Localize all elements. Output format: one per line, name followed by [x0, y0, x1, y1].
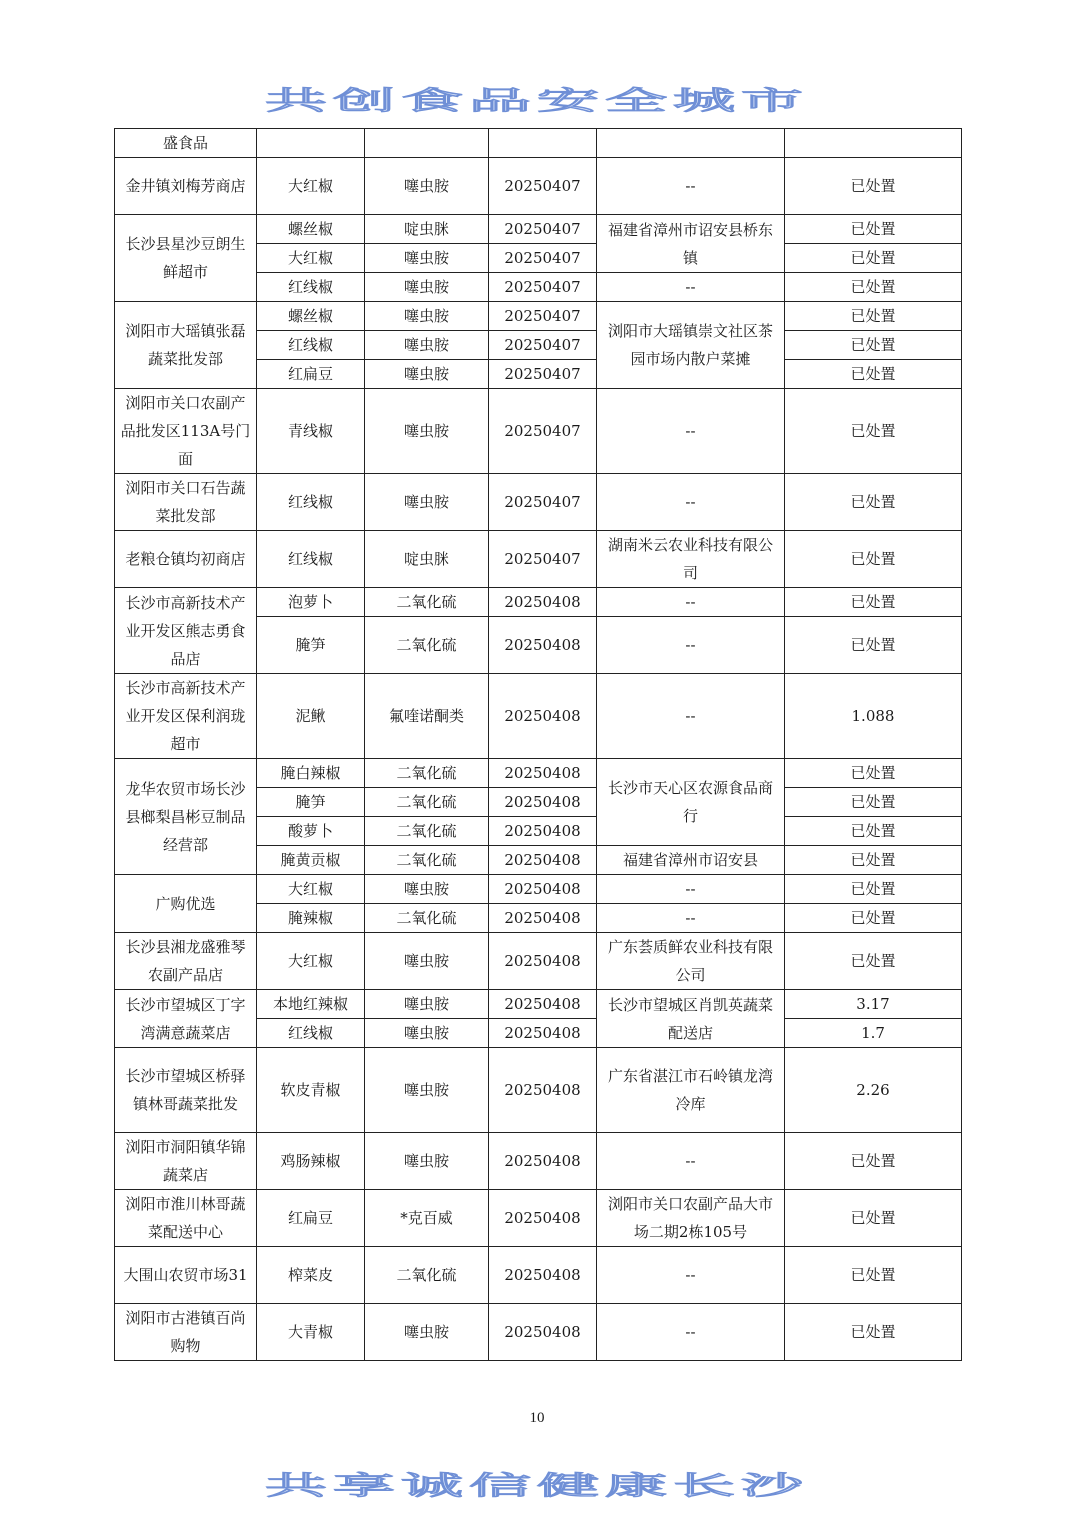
product-cell: 泡萝卜	[257, 588, 365, 617]
product-cell: 泥鳅	[257, 674, 365, 759]
shop-cell: 盛食品	[115, 129, 257, 158]
supplier-cell: 广东荟质鲜农业科技有限公司	[597, 933, 785, 990]
table-row	[115, 990, 962, 1019]
shop-cell: 长沙市望城区桥驿镇林哥蔬菜批发	[115, 1048, 257, 1133]
result-cell: 已处置	[785, 788, 962, 817]
table-row	[115, 875, 962, 904]
product-cell: 本地红辣椒	[257, 990, 365, 1019]
item-cell: 噻虫胺	[365, 875, 489, 904]
table-row	[115, 129, 962, 158]
product-cell: 大红椒	[257, 244, 365, 273]
item-cell: 噻虫胺	[365, 1304, 489, 1361]
result-cell: 已处置	[785, 588, 962, 617]
item-cell: 二氧化硫	[365, 617, 489, 674]
result-cell: 已处置	[785, 1190, 962, 1247]
product-cell: 青线椒	[257, 389, 365, 474]
supplier-cell: --	[597, 904, 785, 933]
date-cell: 20250407	[489, 273, 597, 302]
result-cell: 已处置	[785, 244, 962, 273]
result-cell: 已处置	[785, 302, 962, 331]
supplier-cell: 浏阳市关口农副产品大市场二期2栋105号	[597, 1190, 785, 1247]
product-cell: 软皮青椒	[257, 1048, 365, 1133]
table-row	[115, 1247, 962, 1304]
shop-cell: 浏阳市关口农副产品批发区113A号门面	[115, 389, 257, 474]
table-row	[115, 1304, 962, 1361]
product-cell: 螺丝椒	[257, 302, 365, 331]
table-row	[115, 1133, 962, 1190]
result-cell	[785, 129, 962, 158]
table-row	[115, 1048, 962, 1133]
result-cell: 已处置	[785, 531, 962, 588]
item-cell: 噻虫胺	[365, 1048, 489, 1133]
date-cell: 20250408	[489, 904, 597, 933]
item-cell: 噻虫胺	[365, 990, 489, 1019]
result-cell: 已处置	[785, 273, 962, 302]
supplier-cell: --	[597, 1133, 785, 1190]
shop-cell: 大围山农贸市场31	[115, 1247, 257, 1304]
product-cell: 螺丝椒	[257, 215, 365, 244]
result-cell: 已处置	[785, 617, 962, 674]
product-cell: 酸萝卜	[257, 817, 365, 846]
product-cell: 腌笋	[257, 617, 365, 674]
supplier-cell: --	[597, 1247, 785, 1304]
supplier-cell: 福建省漳州市诏安县桥东镇	[597, 215, 785, 273]
result-cell: 已处置	[785, 474, 962, 531]
date-cell: 20250407	[489, 244, 597, 273]
page-number: 10	[529, 1410, 545, 1426]
item-cell: 二氧化硫	[365, 817, 489, 846]
item-cell: 啶虫脒	[365, 215, 489, 244]
supplier-cell: --	[597, 617, 785, 674]
result-cell: 已处置	[785, 846, 962, 875]
result-cell: 3.17	[785, 990, 962, 1019]
item-cell: 噻虫胺	[365, 244, 489, 273]
result-cell: 已处置	[785, 817, 962, 846]
item-cell: 二氧化硫	[365, 846, 489, 875]
header-banner: 共创食品安全城市	[264, 85, 809, 116]
item-cell: *克百威	[365, 1190, 489, 1247]
product-cell: 鸡肠辣椒	[257, 1133, 365, 1190]
product-cell: 大青椒	[257, 1304, 365, 1361]
shop-cell: 浏阳市大瑶镇张磊蔬菜批发部	[115, 302, 257, 389]
supplier-cell: 湖南米云农业科技有限公司	[597, 531, 785, 588]
date-cell: 20250408	[489, 1304, 597, 1361]
table-row	[115, 158, 962, 215]
result-cell: 已处置	[785, 215, 962, 244]
item-cell: 噻虫胺	[365, 1019, 489, 1048]
date-cell: 20250407	[489, 474, 597, 531]
item-cell: 噻虫胺	[365, 302, 489, 331]
supplier-cell: 长沙市望城区肖凯英蔬菜配送店	[597, 990, 785, 1048]
result-cell: 已处置	[785, 1304, 962, 1361]
product-cell: 腌黄贡椒	[257, 846, 365, 875]
footer-banner: 共享诚信健康长沙	[264, 1470, 809, 1501]
date-cell: 20250408	[489, 817, 597, 846]
table-row	[115, 674, 962, 759]
result-cell: 1.7	[785, 1019, 962, 1048]
date-cell: 20250407	[489, 531, 597, 588]
supplier-cell: --	[597, 273, 785, 302]
product-cell: 红线椒	[257, 1019, 365, 1048]
date-cell: 20250408	[489, 846, 597, 875]
result-cell: 1.088	[785, 674, 962, 759]
product-cell: 红扁豆	[257, 1190, 365, 1247]
inspection-results-table	[114, 128, 962, 1361]
product-cell: 红线椒	[257, 273, 365, 302]
supplier-cell: 广东省湛江市石岭镇龙湾冷库	[597, 1048, 785, 1133]
item-cell: 二氧化硫	[365, 588, 489, 617]
date-cell	[489, 129, 597, 158]
supplier-cell: 福建省漳州市诏安县	[597, 846, 785, 875]
shop-cell: 长沙市高新技术产业开发区保利润珑超市	[115, 674, 257, 759]
product-cell: 腌笋	[257, 788, 365, 817]
shop-cell: 浏阳市淮川林哥蔬菜配送中心	[115, 1190, 257, 1247]
result-cell: 已处置	[785, 875, 962, 904]
item-cell: 二氧化硫	[365, 904, 489, 933]
date-cell: 20250408	[489, 875, 597, 904]
date-cell: 20250407	[489, 360, 597, 389]
table-row	[115, 531, 962, 588]
date-cell: 20250408	[489, 1133, 597, 1190]
product-cell: 大红椒	[257, 875, 365, 904]
shop-cell: 老粮仓镇均初商店	[115, 531, 257, 588]
supplier-cell: --	[597, 875, 785, 904]
result-cell: 已处置	[785, 389, 962, 474]
result-cell: 已处置	[785, 1133, 962, 1190]
date-cell: 20250408	[489, 1247, 597, 1304]
result-cell: 已处置	[785, 158, 962, 215]
item-cell: 噻虫胺	[365, 273, 489, 302]
item-cell: 噻虫胺	[365, 933, 489, 990]
shop-cell: 浏阳市洞阳镇华锦蔬菜店	[115, 1133, 257, 1190]
product-cell: 大红椒	[257, 933, 365, 990]
product-cell: 红线椒	[257, 331, 365, 360]
supplier-cell: 长沙市天心区农源食品商行	[597, 759, 785, 846]
date-cell: 20250407	[489, 302, 597, 331]
supplier-cell	[597, 129, 785, 158]
shop-cell: 浏阳市古港镇百尚购物	[115, 1304, 257, 1361]
date-cell: 20250407	[489, 215, 597, 244]
product-cell: 腌辣椒	[257, 904, 365, 933]
date-cell: 20250407	[489, 158, 597, 215]
supplier-cell: --	[597, 474, 785, 531]
item-cell: 二氧化硫	[365, 759, 489, 788]
date-cell: 20250408	[489, 788, 597, 817]
date-cell: 20250408	[489, 617, 597, 674]
date-cell: 20250408	[489, 990, 597, 1019]
table-row	[115, 588, 962, 617]
date-cell: 20250408	[489, 933, 597, 990]
item-cell: 噻虫胺	[365, 389, 489, 474]
product-cell: 榨菜皮	[257, 1247, 365, 1304]
date-cell: 20250408	[489, 1048, 597, 1133]
shop-cell: 长沙县湘龙盛雅琴农副产品店	[115, 933, 257, 990]
product-cell: 大红椒	[257, 158, 365, 215]
result-cell: 已处置	[785, 360, 962, 389]
item-cell: 氟喹诺酮类	[365, 674, 489, 759]
shop-cell: 长沙县星沙豆朗生鲜超市	[115, 215, 257, 302]
shop-cell: 长沙市望城区丁字湾满意蔬菜店	[115, 990, 257, 1048]
result-cell: 已处置	[785, 331, 962, 360]
table-row	[115, 215, 962, 244]
supplier-cell: --	[597, 158, 785, 215]
table-row	[115, 474, 962, 531]
result-cell: 已处置	[785, 759, 962, 788]
date-cell: 20250408	[489, 674, 597, 759]
date-cell: 20250408	[489, 1019, 597, 1048]
table-row	[115, 389, 962, 474]
date-cell: 20250408	[489, 1190, 597, 1247]
item-cell: 二氧化硫	[365, 1247, 489, 1304]
shop-cell: 长沙市高新技术产业开发区熊志勇食品店	[115, 588, 257, 674]
supplier-cell: --	[597, 588, 785, 617]
supplier-cell: --	[597, 389, 785, 474]
shop-cell: 龙华农贸市场长沙县榔梨昌彬豆制品经营部	[115, 759, 257, 875]
table-row	[115, 759, 962, 788]
date-cell: 20250407	[489, 389, 597, 474]
item-cell: 噻虫胺	[365, 1133, 489, 1190]
date-cell: 20250408	[489, 588, 597, 617]
item-cell	[365, 129, 489, 158]
product-cell: 红扁豆	[257, 360, 365, 389]
result-cell: 已处置	[785, 933, 962, 990]
shop-cell: 金井镇刘梅芳商店	[115, 158, 257, 215]
shop-cell: 浏阳市关口石告蔬菜批发部	[115, 474, 257, 531]
item-cell: 噻虫胺	[365, 474, 489, 531]
item-cell: 噻虫胺	[365, 331, 489, 360]
supplier-cell: --	[597, 674, 785, 759]
item-cell: 二氧化硫	[365, 788, 489, 817]
product-cell	[257, 129, 365, 158]
product-cell: 红线椒	[257, 474, 365, 531]
result-cell: 2.26	[785, 1048, 962, 1133]
shop-cell: 广购优选	[115, 875, 257, 933]
item-cell: 噻虫胺	[365, 158, 489, 215]
item-cell: 啶虫脒	[365, 531, 489, 588]
supplier-cell: --	[597, 1304, 785, 1361]
product-cell: 腌白辣椒	[257, 759, 365, 788]
product-cell: 红线椒	[257, 531, 365, 588]
supplier-cell: 浏阳市大瑶镇崇文社区茶园市场内散户菜摊	[597, 302, 785, 389]
result-cell: 已处置	[785, 1247, 962, 1304]
item-cell: 噻虫胺	[365, 360, 489, 389]
table-row	[115, 933, 962, 990]
table-row	[115, 302, 962, 331]
table-row	[115, 1190, 962, 1247]
result-cell: 已处置	[785, 904, 962, 933]
date-cell: 20250408	[489, 759, 597, 788]
date-cell: 20250407	[489, 331, 597, 360]
